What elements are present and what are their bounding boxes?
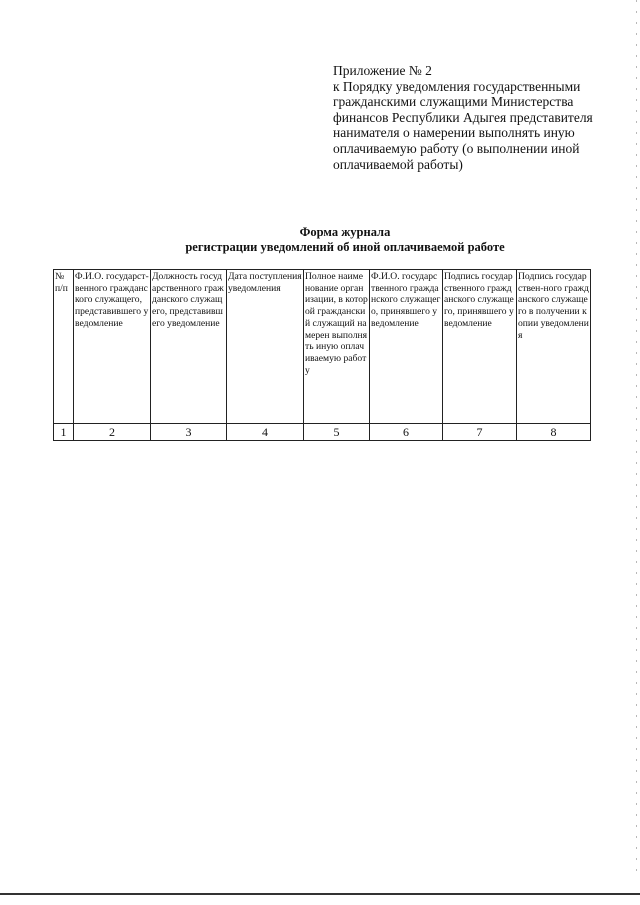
appendix-line: к Порядку уведомления государственными [333, 78, 581, 94]
form-title [100, 225, 590, 255]
column-number: 6 [370, 424, 443, 441]
scan-bottom-border [0, 893, 640, 895]
column-header-receipt-date: Дата поступления уведомления [227, 270, 304, 424]
column-header-receiver-signature: Подпись государственного гражданского служащего, принявшего уведомление [443, 270, 517, 424]
appendix-line: нанимателя о намерении выполнять иную [333, 125, 575, 141]
form-title-line-1: Форма журнала [299, 225, 391, 239]
scan-edge-artifact [636, 0, 637, 880]
column-number-row [54, 424, 591, 441]
column-number: 3 [151, 424, 227, 441]
column-number: 5 [304, 424, 370, 441]
column-number: 8 [517, 424, 591, 441]
column-header-position: Должность государственного гражданского служащего, представившего уведомление [151, 270, 227, 424]
appendix-line: финансов Республики Адыгея представителя [333, 109, 593, 125]
appendix-header [333, 63, 623, 172]
appendix-line: гражданскими служащими Министерства [333, 94, 574, 110]
column-number: 1 [54, 424, 74, 441]
appendix-line: оплачиваемой работы) [333, 156, 463, 172]
appendix-line: Приложение № 2 [333, 63, 432, 78]
appendix-line: оплачиваемую работу (о выполнении иной [333, 140, 580, 156]
column-number: 2 [74, 424, 151, 441]
table-header-row [54, 270, 591, 424]
column-header-number: № п/п [54, 270, 74, 424]
column-header-copy-signature: Подпись государствен-ного гражданского служащего в получении копии уведомления [517, 270, 591, 424]
registration-journal-table [53, 269, 591, 441]
form-title-line-2: регистрации уведомлений об иной оплачиваемой работе [185, 240, 505, 254]
column-number: 7 [443, 424, 517, 441]
column-header-organization: Полное наименование организации, в которой гражданский служащий намерен выполнять иную оплачиваемую работу [304, 270, 370, 424]
column-header-employee-name: Ф.И.О. государст-венного гражданского служащего, представившего уведомление [74, 270, 151, 424]
column-number: 4 [227, 424, 304, 441]
column-header-receiver-name: Ф.И.О. государственного гражданского служащего, принявшего уведомление [370, 270, 443, 424]
